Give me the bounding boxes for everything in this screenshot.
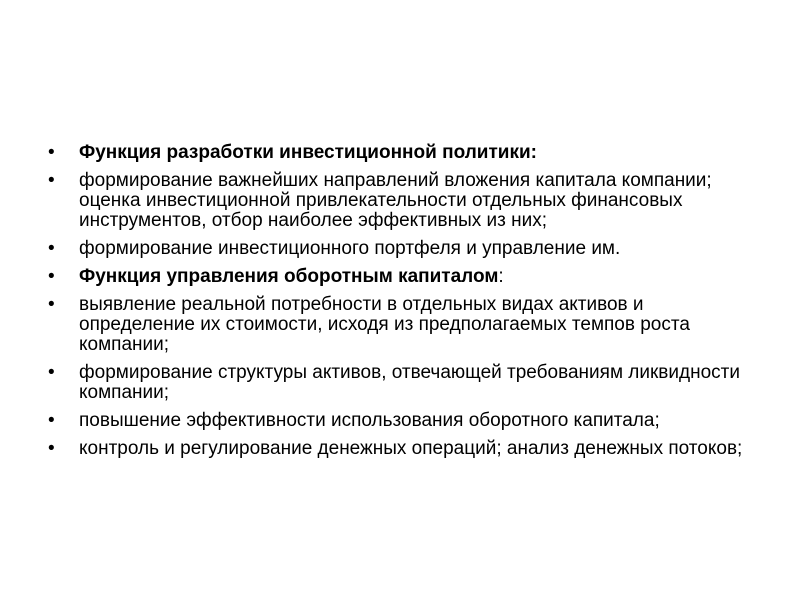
bullet-item bbox=[48, 363, 748, 403]
bullet-icon: • bbox=[48, 438, 55, 459]
heading-text: Функция разработки инвестиционной политики: bbox=[79, 142, 537, 163]
bullet-text: формирование важнейших направлений вложения капитала компании; оценка инвестиционной привлекательности отдельных финансовых инструментов, отбор наиболее эффективных из них; bbox=[79, 170, 712, 231]
bullet-item-heading-working-capital bbox=[48, 267, 748, 287]
bullet-list bbox=[48, 143, 748, 459]
slide-content bbox=[48, 143, 748, 467]
bullet-text: формирование структуры активов, отвечающей требованиям ликвидности компании; bbox=[79, 362, 740, 403]
bullet-icon: • bbox=[48, 410, 55, 431]
bullet-text: повышение эффективности использования оборотного капитала; bbox=[79, 410, 660, 431]
bullet-icon: • bbox=[48, 170, 55, 191]
heading-text: Функция управления оборотным капиталом bbox=[79, 266, 499, 287]
bullet-item-heading-investment-policy bbox=[48, 143, 748, 163]
bullet-item bbox=[48, 171, 748, 231]
bullet-item bbox=[48, 439, 748, 459]
bullet-icon: • bbox=[48, 266, 55, 287]
bullet-item bbox=[48, 295, 748, 355]
heading-suffix: : bbox=[498, 266, 504, 287]
bullet-text: выявление реальной потребности в отдельных видах активов и определение их стоимости, исходя из предполагаемых темпов роста компании; bbox=[79, 294, 690, 355]
bullet-icon: • bbox=[48, 142, 55, 163]
bullet-icon: • bbox=[48, 294, 55, 315]
bullet-icon: • bbox=[48, 362, 55, 383]
bullet-item bbox=[48, 411, 748, 431]
bullet-icon: • bbox=[48, 238, 55, 259]
bullet-item bbox=[48, 239, 748, 259]
bullet-text: контроль и регулирование денежных операций; анализ денежных потоков; bbox=[79, 438, 743, 459]
bullet-text: формирование инвестиционного портфеля и управление им. bbox=[79, 238, 621, 259]
